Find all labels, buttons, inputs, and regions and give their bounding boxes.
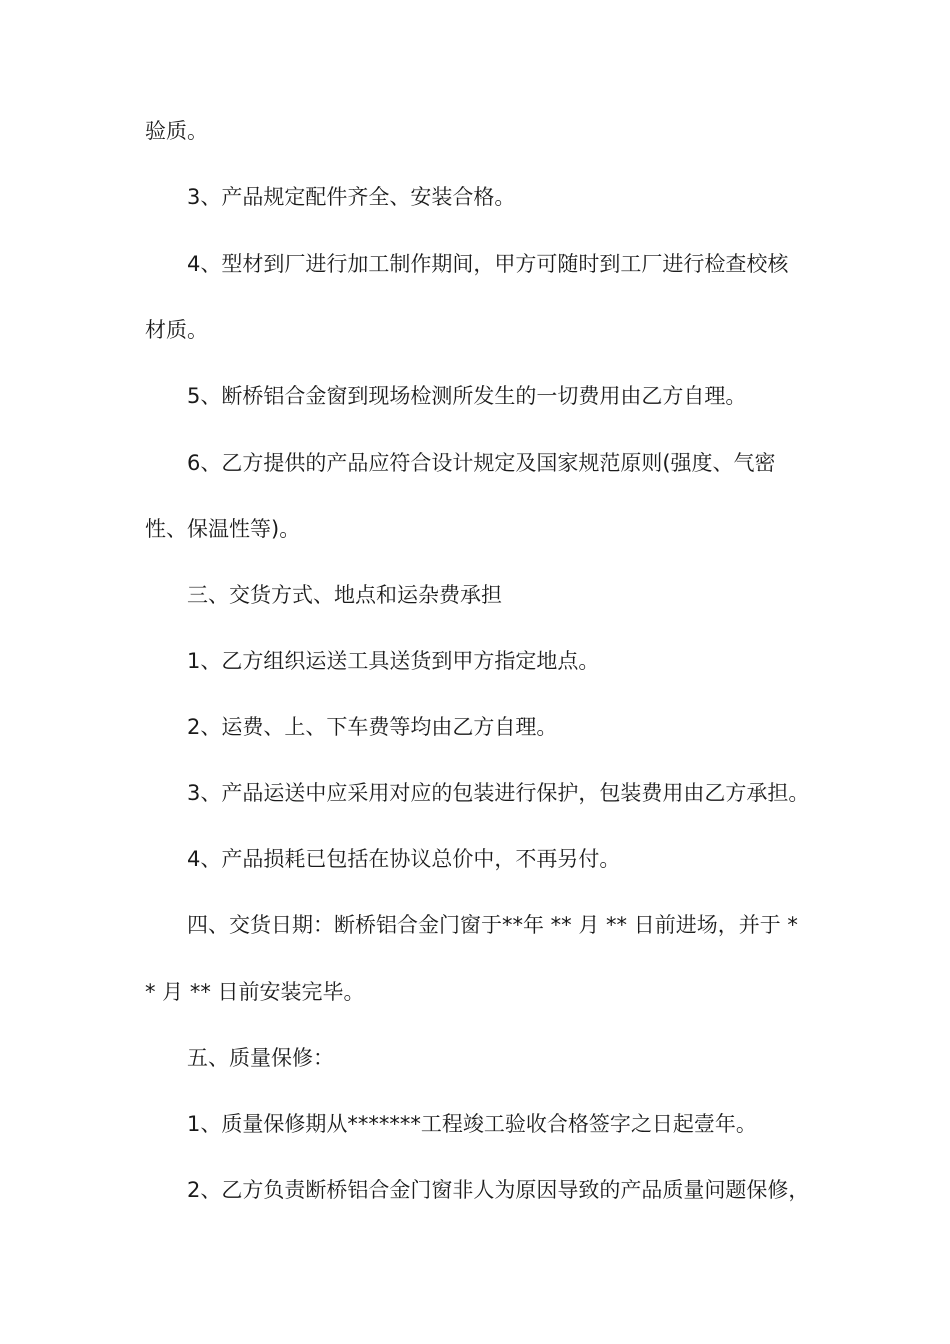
paragraph-line: 1、质量保修期从*******工程竣工验收合格签字之日起壹年。: [187, 1112, 757, 1136]
paragraph-line: 5、断桥铝合金窗到现场检测所发生的一切费用由乙方自理。: [187, 384, 747, 408]
section-heading: 五、质量保修：: [187, 1046, 334, 1070]
paragraph-line: 3、产品规定配件齐全、安装合格。: [187, 185, 516, 209]
paragraph-line: 6、乙方提供的产品应符合设计规定及国家规范原则(强度、气密: [187, 451, 776, 475]
paragraph-line: 4、型材到厂进行加工制作期间，甲方可随时到工厂进行检查校核: [187, 252, 789, 276]
paragraph-line: 3、产品运送中应采用对应的包装进行保护，包装费用由乙方承担。: [187, 781, 810, 805]
text-line: 材质。: [145, 318, 208, 342]
paragraph-line: 2、运费、上、下车费等均由乙方自理。: [187, 715, 558, 739]
section-heading: 三、交货方式、地点和运杂费承担: [187, 583, 502, 607]
paragraph-line: 1、乙方组织运送工具送货到甲方指定地点。: [187, 649, 600, 673]
text-line: 性、保温性等)。: [145, 517, 301, 541]
text-line: * 月 ** 日前安装完毕。: [145, 980, 365, 1004]
paragraph-line: 4、产品损耗已包括在协议总价中，不再另付。: [187, 847, 621, 871]
paragraph-line: 2、乙方负责断桥铝合金门窗非人为原因导致的产品质量问题保修，: [187, 1178, 810, 1202]
text-line: 验质。: [145, 119, 208, 143]
section-heading: 四、交货日期：断桥铝合金门窗于**年 ** 月 ** 日前进场，并于 *: [187, 913, 798, 937]
